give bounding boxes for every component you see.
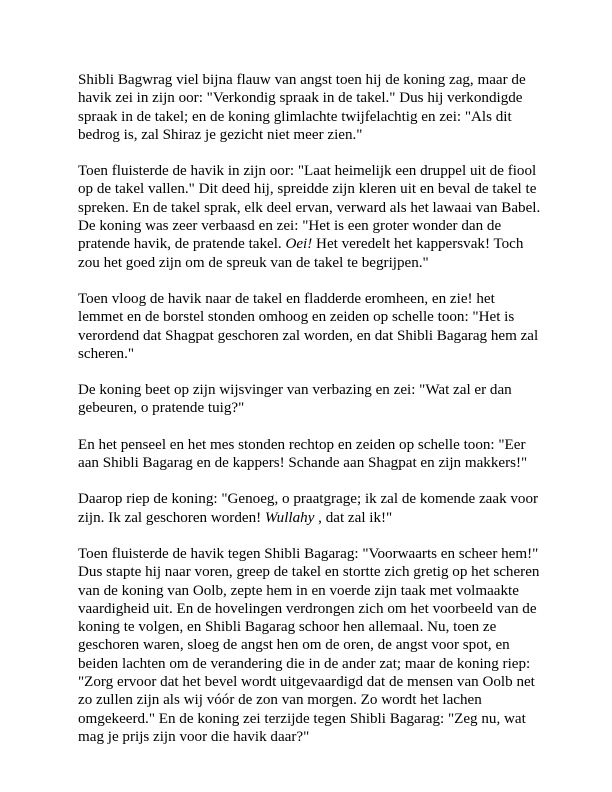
paragraph-text: Het veredelt het kappersvak! Toch zou het goed zijn om de spreuk van de takel te begrijpen." — [78, 236, 524, 271]
italic-interjection: Oei! — [285, 236, 313, 253]
paragraph-text: Shibli Bagwrag viel bijna flauw van angst toen hij de koning zag, maar de havik zei in zijn oor: "Verkondig spraak in de takel." Dus hij verkondigde spraak in de takel; en de koning glimlachte twijfelachtig en zei: "Als dit bedrog is, zal Shiraz je gezicht niet meer zien." — [78, 72, 526, 143]
paragraph-4 — [78, 381, 542, 418]
paragraph-3 — [78, 290, 542, 363]
paragraph-text: De koning beet op zijn wijsvinger van verbazing en zei: "Wat zal er dan gebeuren, o pratende tuig?" — [78, 382, 512, 417]
paragraph-text: , dat zal ik!" — [314, 509, 393, 526]
paragraph-text: Daarop riep de koning: "Genoeg, o praatgrage; ik zal de komende zaak voor zijn. Ik zal geschoren worden! — [78, 491, 539, 526]
paragraph-5 — [78, 436, 542, 473]
italic-oath: Wullahy — [264, 509, 315, 526]
paragraph-2 — [78, 162, 542, 272]
paragraph-1 — [78, 71, 542, 144]
paragraph-6 — [78, 490, 542, 527]
paragraph-text: Toen vloog de havik naar de takel en fladderde eromheen, en zie! het lemmet en de borstel stonden omhoog en zeiden op schelle toon: "Het is verordend dat Shagpat geschoren zal worden, en dat Shibli Bagarag hem zal scheren." — [78, 290, 539, 362]
paragraph-text: Toen fluisterde de havik in zijn oor: "Laat heimelijk een druppel uit de fiool op de takel vallen." Dit deed hij, spreidde zijn kleren uit en beval de takel te spreken. En de takel sprak, elk deel ervan, verward als het lawaai van Babel. De koning was zeer verbaasd en zei: "Het is een groter wonder dan de pratende havik, de pratende takel. — [78, 163, 541, 253]
paragraph-7 — [78, 545, 542, 746]
paragraph-text: En het penseel en het mes stonden rechtop en zeiden op schelle toon: "Eer aan Shibli Bagarag en de kappers! Schande aan Shagpat en zijn makkers!" — [78, 436, 528, 472]
document-page — [78, 71, 542, 764]
paragraph-text: Toen fluisterde de havik tegen Shibli Bagarag: "Voorwaarts en scheer hem!" Dus stapte hij naar voren, greep de takel en stortte zich gretig op het scheren van de koning van Oolb, zepte hem in en voerde zijn taak met volmaakte vaardigheid uit. En de hovelingen verdrongen zich om het voorbeeld van de koning te volgen, en Shibli Bagarag schoor hen allemaal. Nu, toen ze geschoren waren, sloeg de angst hen om de oren, de angst voor spot, en beiden lachten om de verandering die in de ander zat; maar de koning riep: "Zorg ervoor dat het bevel wordt uitgevaardigd dat de mensen van Oolb net zo zullen zijn als wij vóór de zon van morgen. Zo wordt het lachen omgekeerd." En de koning zei terzijde tegen Shibli Bagarag: "Zeg nu, wat mag je prijs zijn voor die havik daar?" — [78, 545, 540, 745]
